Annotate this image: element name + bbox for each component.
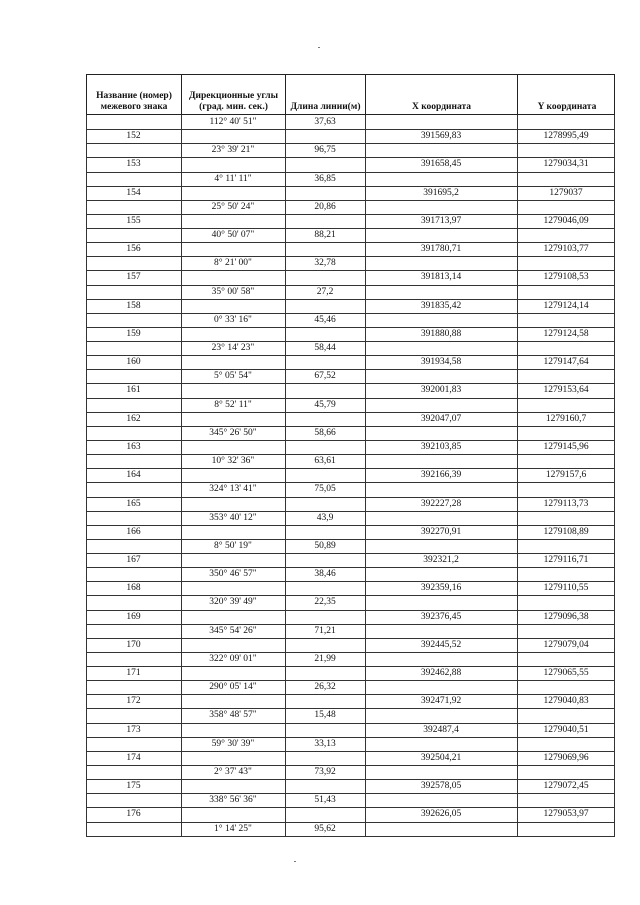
cell-x: 392227,28 — [420, 498, 462, 509]
table-row — [86, 355, 615, 369]
header-y: Y координата — [537, 102, 597, 112]
table-row — [86, 779, 615, 793]
cell-x: 391835,42 — [420, 300, 462, 311]
table-row — [86, 327, 615, 341]
cell-y: 1279040,83 — [543, 696, 589, 707]
table-row — [86, 652, 615, 666]
cell-angle: 8° 52' 11" — [214, 399, 252, 410]
table-row — [86, 313, 615, 327]
table-row — [86, 440, 615, 454]
table-row — [86, 624, 615, 638]
cell-y: 1279116,71 — [543, 555, 589, 566]
table-row — [86, 553, 615, 567]
cell-name: 155 — [126, 215, 141, 226]
cell-name: 165 — [126, 498, 141, 509]
cell-x: 391695,2 — [423, 187, 459, 198]
table-row — [86, 285, 615, 299]
table-row — [86, 200, 615, 214]
table-row — [86, 666, 615, 680]
cell-y: 1279147,64 — [543, 357, 589, 368]
cell-length: 88,21 — [314, 230, 336, 241]
table-row — [86, 172, 615, 186]
cell-x: 392471,92 — [420, 696, 462, 707]
cell-length: 32,78 — [314, 258, 336, 269]
cell-length: 58,66 — [314, 427, 336, 438]
cell-y: 1279046,09 — [543, 215, 589, 226]
cell-x: 392047,07 — [420, 413, 462, 424]
table-row — [86, 497, 615, 511]
table-row — [86, 299, 615, 313]
scan-speck — [318, 47, 320, 48]
cell-angle: 322° 09' 01" — [209, 653, 257, 664]
cell-x: 391934,58 — [420, 357, 462, 368]
cell-x: 392166,39 — [420, 470, 462, 481]
cell-y: 1279124,14 — [543, 300, 589, 311]
cell-angle: 345° 54' 26" — [209, 625, 257, 636]
table-row — [86, 638, 615, 652]
cell-y: 1279037 — [549, 187, 583, 198]
cell-y: 1279069,96 — [543, 752, 589, 763]
cell-y: 1279108,53 — [543, 272, 589, 283]
cell-name: 170 — [126, 639, 141, 650]
cell-name: 163 — [126, 441, 141, 452]
cell-y: 1279072,45 — [543, 781, 589, 792]
table-row — [86, 186, 615, 200]
column-divider — [517, 115, 518, 836]
cell-angle: 345° 26' 50" — [209, 427, 257, 438]
cell-name: 168 — [126, 583, 141, 594]
column-divider — [285, 115, 286, 836]
cell-angle: 8° 21' 00" — [214, 258, 252, 269]
table-row — [86, 610, 615, 624]
table-row — [86, 751, 615, 765]
cell-y: 1279153,64 — [543, 385, 589, 396]
table-row — [86, 694, 615, 708]
cell-angle: 35° 00' 58" — [211, 286, 255, 297]
column-divider — [181, 115, 182, 836]
header-name: Название (номер) межевого знака — [87, 75, 182, 115]
cell-x: 392359,16 — [420, 583, 462, 594]
table-row — [86, 822, 615, 836]
cell-name: 153 — [126, 159, 141, 170]
cell-y: 1279145,96 — [543, 441, 589, 452]
table-row — [86, 539, 615, 553]
table-row — [86, 369, 615, 383]
cell-y: 1279113,73 — [543, 498, 589, 509]
cell-name: 173 — [126, 724, 141, 735]
cell-angle: 40° 50' 07" — [211, 230, 255, 241]
cell-name: 157 — [126, 272, 141, 283]
cell-y: 1279157,6 — [545, 470, 587, 481]
cell-name: 176 — [126, 809, 141, 820]
table-row — [86, 129, 615, 143]
cell-y: 1279079,04 — [543, 639, 589, 650]
table-row — [86, 398, 615, 412]
cell-length: 38,46 — [314, 569, 336, 580]
cell-angle: 59° 30' 39" — [211, 738, 255, 749]
cell-x: 391713,97 — [420, 215, 462, 226]
cell-name: 166 — [126, 526, 141, 537]
cell-angle: 324° 13' 41" — [209, 484, 257, 495]
cell-angle: 0° 33' 16" — [214, 314, 252, 325]
cell-y: 1279034,31 — [543, 159, 589, 170]
table-row — [86, 765, 615, 779]
table-row — [86, 723, 615, 737]
table-row — [86, 242, 615, 256]
cell-length: 45,46 — [314, 314, 336, 325]
header-x: X координата — [366, 75, 518, 115]
column-divider — [614, 115, 615, 836]
cell-angle: 10° 32' 36" — [211, 456, 255, 467]
cell-x: 392376,45 — [420, 611, 462, 622]
cell-x: 392001,83 — [420, 385, 462, 396]
cell-angle: 8° 50' 19" — [214, 540, 252, 551]
cell-angle: 290° 05' 14" — [209, 682, 257, 693]
cell-angle: 4° 11' 11" — [214, 173, 252, 184]
cell-angle: 1° 14' 25" — [214, 823, 252, 834]
cell-name: 169 — [126, 611, 141, 622]
cell-name: 156 — [126, 244, 141, 255]
cell-y: 1279065,55 — [543, 668, 589, 679]
cell-length: 27,2 — [316, 286, 334, 297]
table-row — [86, 525, 615, 539]
table-row — [86, 482, 615, 496]
cell-name: 174 — [126, 752, 141, 763]
cell-x: 392462,88 — [420, 668, 462, 679]
table-row — [86, 270, 615, 284]
cell-y: 1279096,38 — [543, 611, 589, 622]
cell-y: 1279160,7 — [545, 413, 587, 424]
cell-x: 391813,14 — [420, 272, 462, 283]
cell-y: 1279110,55 — [543, 583, 589, 594]
row-divider — [86, 836, 615, 837]
table-row — [86, 143, 615, 157]
table-row — [86, 595, 615, 609]
cell-length: 37,63 — [314, 117, 336, 127]
column-divider — [86, 115, 87, 836]
cell-length: 26,32 — [314, 682, 336, 693]
header-angle: Дирекционные углы (град. мин. сек.) — [182, 75, 286, 115]
table-row — [86, 793, 615, 807]
cell-x: 391880,88 — [420, 328, 462, 339]
cell-y: 1279108,89 — [543, 526, 589, 537]
cell-name: 159 — [126, 328, 141, 339]
table-row — [86, 214, 615, 228]
cell-length: 58,44 — [314, 343, 336, 354]
cell-y: 1279040,51 — [543, 724, 589, 735]
cell-angle: 320° 39' 49" — [209, 597, 257, 608]
cell-length: 15,48 — [314, 710, 336, 721]
cell-length: 95,62 — [314, 823, 336, 834]
cell-name: 171 — [126, 668, 141, 679]
table-row — [86, 454, 615, 468]
cell-y: 1279124,58 — [543, 328, 589, 339]
cell-name: 167 — [126, 555, 141, 566]
cell-length: 51,43 — [314, 795, 336, 806]
cell-length: 36,85 — [314, 173, 336, 184]
table-row — [86, 115, 615, 129]
cell-name: 172 — [126, 696, 141, 707]
cell-name: 154 — [126, 187, 141, 198]
cell-length: 50,89 — [314, 540, 336, 551]
cell-angle: 350° 46' 57" — [209, 569, 257, 580]
cell-length: 21,99 — [314, 653, 336, 664]
cell-length: 43,9 — [316, 512, 334, 523]
cell-length: 67,52 — [314, 371, 336, 382]
table-row — [86, 807, 615, 821]
table-row — [86, 412, 615, 426]
cell-x: 391658,45 — [420, 159, 462, 170]
table-row — [86, 680, 615, 694]
cell-x: 392445,52 — [420, 639, 462, 650]
cell-name: 162 — [126, 413, 141, 424]
cell-length: 20,86 — [314, 201, 336, 212]
cell-angle: 23° 39' 21" — [211, 145, 255, 156]
table-row — [86, 581, 615, 595]
table-row — [86, 341, 615, 355]
cell-x: 392504,21 — [420, 752, 462, 763]
cell-x: 392270,91 — [420, 526, 462, 537]
cell-x: 391780,71 — [420, 244, 462, 255]
table-row — [86, 708, 615, 722]
cell-name: 164 — [126, 470, 141, 481]
cell-length: 63,61 — [314, 456, 336, 467]
cell-x: 392626,05 — [420, 809, 462, 820]
table-row — [86, 383, 615, 397]
cell-angle: 353° 40' 12" — [209, 512, 257, 523]
table-row — [86, 468, 615, 482]
table-row — [86, 511, 615, 525]
cell-x: 391569,83 — [420, 131, 462, 142]
cell-name: 160 — [126, 357, 141, 368]
cell-length: 71,21 — [314, 625, 336, 636]
cell-length: 73,92 — [314, 766, 336, 777]
table-row — [86, 256, 615, 270]
cell-y: 1278995,49 — [543, 131, 589, 142]
cell-length: 75,05 — [314, 484, 336, 495]
cell-angle: 112° 40' 51" — [209, 117, 257, 127]
scan-speck — [294, 861, 296, 862]
cell-x: 392487,4 — [423, 724, 459, 735]
cell-length: 22,35 — [314, 597, 336, 608]
cell-angle: 2° 37' 43" — [214, 766, 252, 777]
cell-x: 392321,2 — [423, 555, 459, 566]
table-row — [86, 737, 615, 751]
cell-length: 96,75 — [314, 145, 336, 156]
column-divider — [365, 115, 366, 836]
table-row — [86, 567, 615, 581]
cell-angle: 23° 14' 23" — [211, 343, 255, 354]
cell-x: 392578,05 — [420, 781, 462, 792]
cell-name: 158 — [126, 300, 141, 311]
boundary-coordinates-table — [86, 74, 615, 834]
cell-angle: 5° 05' 54" — [214, 371, 252, 382]
cell-angle: 25° 50' 24" — [211, 201, 255, 212]
table-row — [86, 157, 615, 171]
cell-length: 33,13 — [314, 738, 336, 749]
cell-angle: 358° 48' 57" — [209, 710, 257, 721]
cell-length: 45,79 — [314, 399, 336, 410]
cell-y: 1279103,77 — [543, 244, 589, 255]
cell-angle: 338° 56' 36" — [209, 795, 257, 806]
cell-y: 1279053,97 — [543, 809, 589, 820]
cell-name: 152 — [126, 131, 141, 142]
table-row — [86, 426, 615, 440]
table-row — [86, 228, 615, 242]
cell-name: 175 — [126, 781, 141, 792]
cell-x: 392103,85 — [420, 441, 462, 452]
cell-name: 161 — [126, 385, 141, 396]
table-header — [86, 74, 615, 115]
header-length: Длина линии(м) — [286, 75, 366, 115]
